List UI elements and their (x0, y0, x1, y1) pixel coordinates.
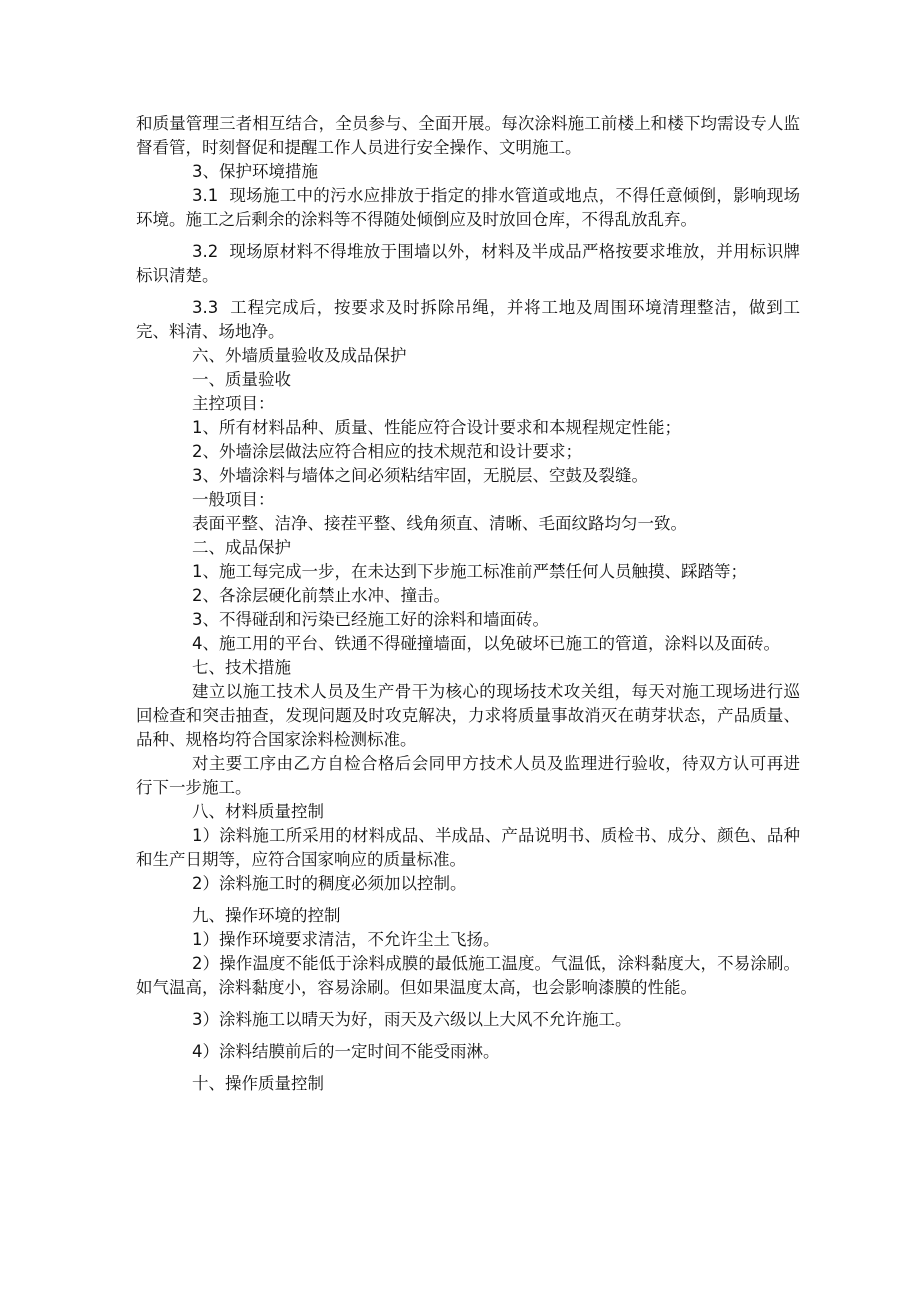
environment-item-2: 2）操作温度不能低于涂料成膜的最低施工温度。气温低，涂料黏度大，不易涂刷。如气温高，涂料黏度小，容易涂刷。但如果温度太高，也会影响漆膜的性能。 (136, 954, 800, 997)
heading-section-6: 六、外墙质量验收及成品保护 (192, 346, 407, 365)
technical-measures-2: 对主要工序由乙方自检合格后会同甲方技术人员及监理进行验收，待双方认可再进行下一步施工。 (136, 754, 800, 797)
heading-environment-protection: 3、保护环境措施 (192, 162, 318, 181)
document-body (136, 112, 800, 1096)
clause-3-1: 3.1 现场施工中的污水应排放于指定的排水管道或地点，不得任意倾倒，影响现场环境。施工之后剩余的涂料等不得随处倾倒应及时放回仓库，不得乱放乱弃。 (136, 186, 800, 229)
protection-item-3: 3、不得碰刮和污染已经施工好的涂料和墙面砖。 (192, 610, 549, 629)
main-item-3: 3、外墙涂料与墙体之间必须粘结牢固，无脱层、空鼓及裂缝。 (192, 466, 648, 485)
environment-item-4: 4）涂料结膜前后的一定时间不能受雨淋。 (192, 1042, 500, 1061)
protection-item-2: 2、各涂层硬化前禁止水冲、撞击。 (192, 586, 450, 605)
environment-item-3: 3）涂料施工以晴天为好，雨天及六级以上大风不允许施工。 (192, 1010, 632, 1029)
environment-item-1: 1）操作环境要求清洁，不允许尘土飞扬。 (192, 930, 500, 949)
protection-item-4: 4、施工用的平台、铁通不得碰撞墙面，以免破坏已施工的管道，涂料以及面砖。 (192, 634, 780, 653)
label-general-items: 一般项目： (192, 490, 275, 509)
clause-3-2: 3.2 现场原材料不得堆放于围墙以外，材料及半成品严格按要求堆放，并用标识牌标识清楚。 (136, 242, 800, 285)
heading-section-7: 七、技术措施 (192, 658, 291, 677)
protection-item-1: 1、施工每完成一步，在未达到下步施工标准前严禁任何人员触摸、踩踏等； (192, 562, 747, 581)
main-item-1: 1、所有材料品种、质量、性能应符合设计要求和本规程规定性能； (192, 418, 681, 437)
material-item-1: 1）涂料施工所采用的材料成品、半成品、产品说明书、质检书、成分、颜色、品种和生产日期等，应符合国家响应的质量标准。 (136, 826, 800, 869)
paragraph-safety-management-cont: 和质量管理三者相互结合，全员参与、全面开展。每次涂料施工前楼上和楼下均需设专人监督看管，时刻督促和提醒工作人员进行安全操作、文明施工。 (136, 114, 800, 157)
clause-3-3: 3.3 工程完成后，按要求及时拆除吊绳，并将工地及周围环境清理整洁，做到工完、料清、场地净。 (136, 298, 800, 341)
general-item: 表面平整、洁净、接茬平整、线角须直、清晰、毛面纹路均匀一致。 (192, 514, 687, 533)
heading-quality-acceptance: 一、质量验收 (192, 370, 291, 389)
heading-section-9: 九、操作环境的控制 (192, 906, 341, 925)
heading-section-8: 八、材料质量控制 (192, 802, 324, 821)
heading-product-protection: 二、成品保护 (192, 538, 291, 557)
technical-measures-1: 建立以施工技术人员及生产骨干为核心的现场技术攻关组，每天对施工现场进行巡回检查和突击抽查，发现问题及时攻克解决，力求将质量事故消灭在萌芽状态，产品质量、品种、规格均符合国家涂料检测标准。 (136, 682, 800, 749)
heading-section-10: 十、操作质量控制 (192, 1074, 324, 1093)
label-main-items: 主控项目： (192, 394, 275, 413)
material-item-2: 2）涂料施工时的稠度必须加以控制。 (192, 874, 467, 893)
main-item-2: 2、外墙涂层做法应符合相应的技术规范和设计要求； (192, 442, 582, 461)
